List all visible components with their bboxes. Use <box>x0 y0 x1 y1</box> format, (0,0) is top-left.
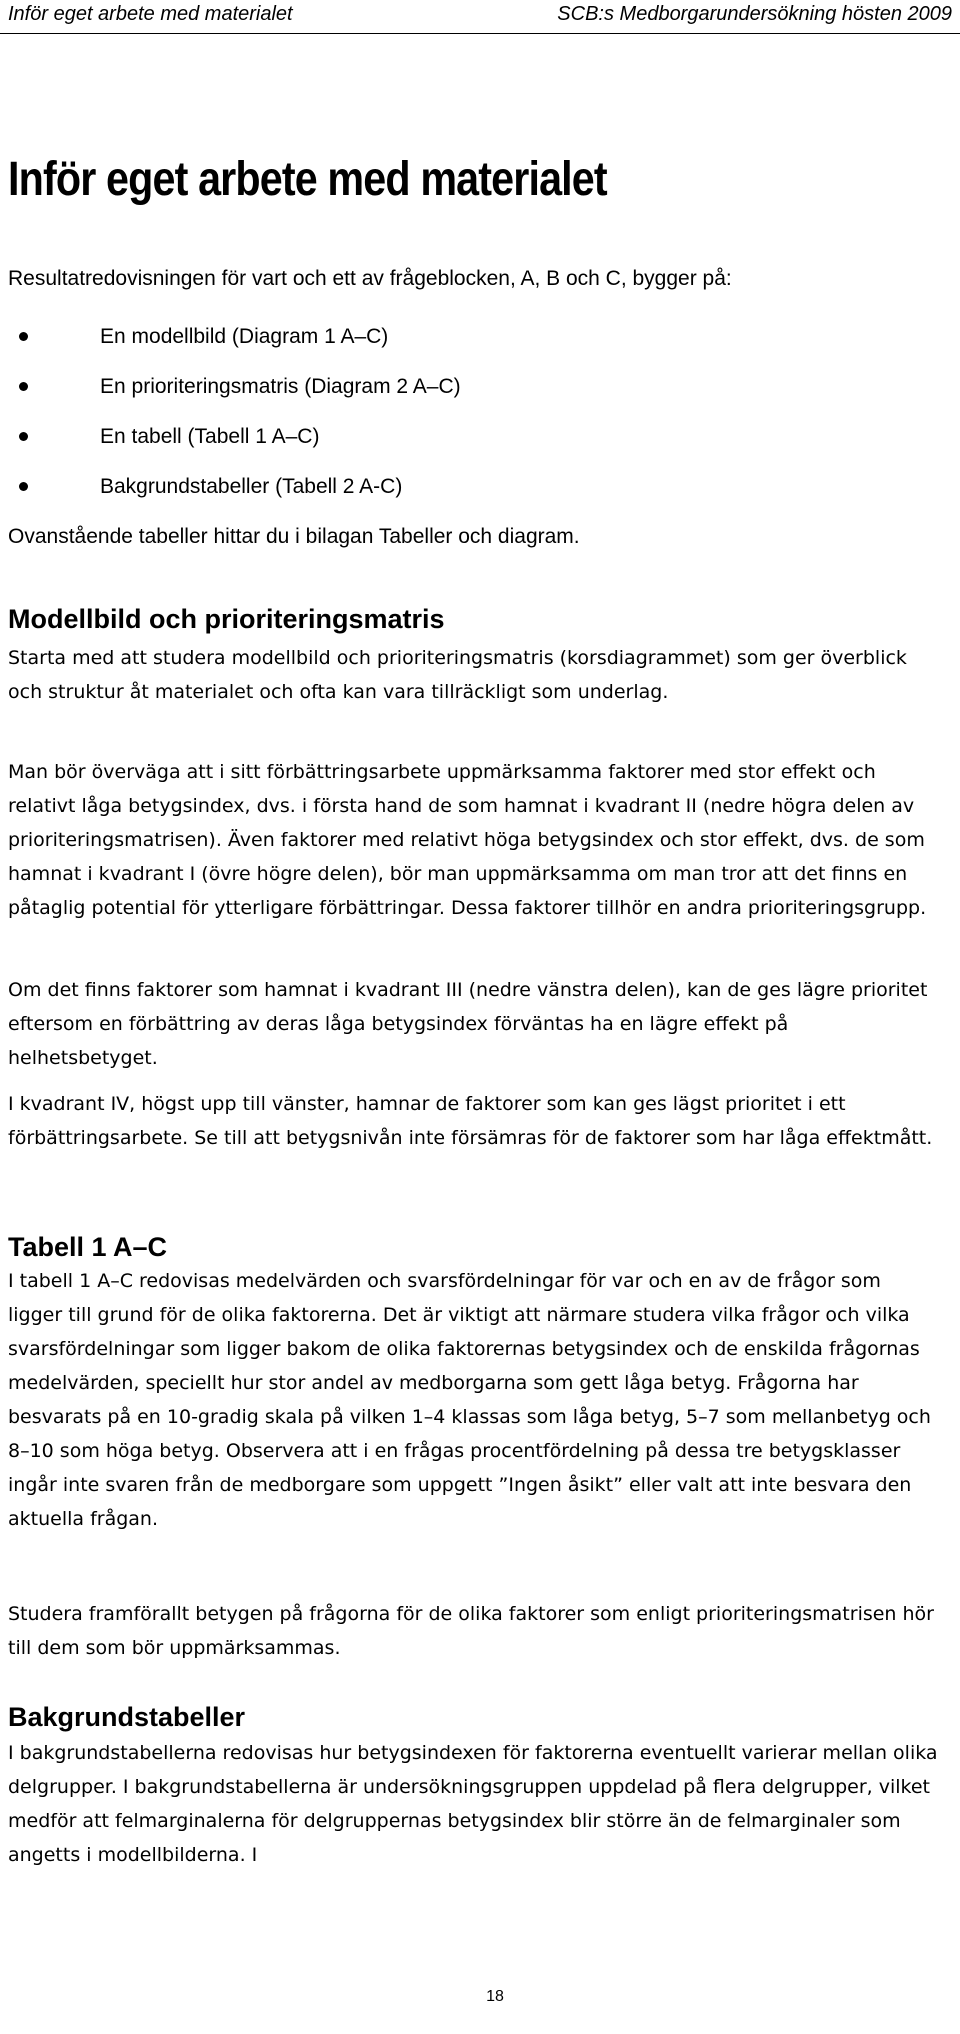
modellbild-paragraph: I kvadrant IV, högst upp till vänster, hamnar de faktorer som kan ges lägst prioritet i ett förbättringsarbete. Se till att betygsnivån inte försämras för de faktorer som har låga effektmått. <box>8 1093 933 1149</box>
tabell-paragraph: I tabell 1 A–C redovisas medelvärden och svarsfördelningar för var och en av de frågor som ligger till grund för de olika faktorerna. Det är viktigt att närmare studera vilka frågor och vilka svarsfördelningar som ligger bakom de olika faktorernas betygsindex och de enskilda frågornas medelvärden, speciellt hur stor andel av medborgarna som gett låga betyg. Frågorna har besvarats på en 10-gradig skala på vilken 1–4 klassas som låga betyg, 5–7 som mellanbetyg och 8–10 som höga betyg. Observera att i en frågas procentfördelning på dessa tre betygsklasser ingår inte svaren från de medborgare som uppgett ”Ingen åsikt” eller valt att inte besvara den aktuella frågan. <box>8 1270 931 1530</box>
header-publication: SCB:s Medborgarundersökning hösten 2009 <box>557 3 952 25</box>
modellbild-paragraph: Starta med att studera modellbild och prioriteringsmatris (korsdiagrammet) som ger överblick och struktur åt materialet och ofta kan vara tillräckligt som underlag. <box>8 647 907 703</box>
intro-paragraph: Resultatredovisningen för vart och ett av frågeblocken, A, B och C, bygger på: <box>8 267 732 290</box>
page-header <box>0 0 960 34</box>
section-heading-modellbild: Modellbild och prioriteringsmatris <box>8 604 445 634</box>
tabell-paragraph: Studera framförallt betygen på frågorna för de olika faktorer som enligt prioriteringsmatrisen hör till dem som bör uppmärksammas. <box>8 1603 934 1659</box>
modellbild-paragraph: Man bör överväga att i sitt förbättringsarbete uppmärksamma faktorer med stor effekt och relativt låga betygsindex, dvs. i första hand de som hamnat i kvadrant II (nedre högra delen av prioriteringsmatrisen). Även faktorer med relativt höga betygsindex och stor effekt, dvs. de som hamnat i kvadrant I (övre högre delen), bör man uppmärksamma om man tror att det finns en påtaglig potential för ytterligare förbättringar. Dessa faktorer tillhör en andra prioriteringsgrupp. <box>8 761 927 919</box>
bullet-text: En prioriteringsmatris (Diagram 2 A–C) <box>100 375 461 398</box>
bullet-icon <box>19 482 28 491</box>
header-document-title: Inför eget arbete med materialet <box>8 3 293 25</box>
bullet-icon <box>19 332 28 341</box>
bullet-item <box>8 362 938 412</box>
bullet-item <box>8 312 938 362</box>
section-heading-bakgrundstabeller: Bakgrundstabeller <box>8 1702 246 1732</box>
section-heading-tabell: Tabell 1 A–C <box>8 1232 168 1262</box>
bakgrund-paragraph: I bakgrundstabellerna redovisas hur betygsindexen för faktorerna eventuellt varierar mellan olika delgrupper. I bakgrundstabellerna är undersökningsgruppen uppdelad på flera delgrupper, vilket medför att felmarginalerna för delgruppernas betygsindex blir större än de felmarginaler som angetts i modellbilderna. I <box>8 1742 938 1866</box>
bullet-item <box>8 412 938 462</box>
tables-reference-paragraph: Ovanstående tabeller hittar du i bilagan Tabeller och diagram. <box>8 525 580 548</box>
bullet-text: Bakgrundstabeller (Tabell 2 A-C) <box>100 475 403 498</box>
header-rule <box>0 33 960 34</box>
bullet-item <box>8 462 938 512</box>
page-number: 18 <box>486 1988 504 2005</box>
bullet-text: En modellbild (Diagram 1 A–C) <box>100 325 389 348</box>
modellbild-paragraph: Om det finns faktorer som hamnat i kvadrant III (nedre vänstra delen), kan de ges lägre prioritet eftersom en förbättring av deras låga betygsindex förväntas ha en lägre effekt på helhetsbetyget. <box>8 979 928 1069</box>
page-title: Inför eget arbete med materialet <box>8 153 607 206</box>
bullet-text: En tabell (Tabell 1 A–C) <box>100 425 320 448</box>
bullet-icon <box>19 432 28 441</box>
bullet-list <box>8 312 938 512</box>
bullet-icon <box>19 382 28 391</box>
